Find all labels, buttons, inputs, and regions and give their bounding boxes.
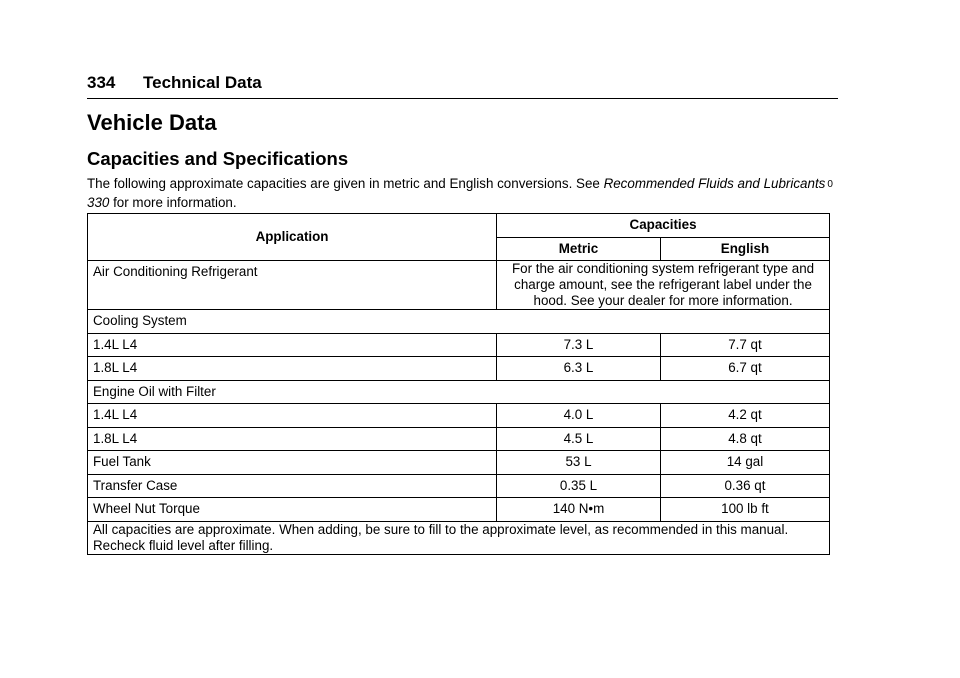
english-value: 7.7 qt xyxy=(660,333,829,357)
row-label: Transfer Case xyxy=(88,474,497,498)
application-header: Application xyxy=(88,214,497,261)
table-footnote-row xyxy=(88,521,830,554)
row-label: 1.4L L4 xyxy=(88,404,497,428)
page-header xyxy=(87,71,838,99)
metric-value: 4.0 L xyxy=(497,404,661,428)
table-row xyxy=(88,498,830,522)
table-footnote: All capacities are approximate. When adding, be sure to fill to the approximate level, as recommended in this manual. Recheck fluid level after filling. xyxy=(88,521,830,554)
ac-refrigerant-label: Air Conditioning Refrigerant xyxy=(88,261,497,310)
intro-paragraph xyxy=(87,175,837,211)
fluids-reference-link[interactable]: Recommended Fluids and Lubricants xyxy=(603,176,826,191)
row-label: Wheel Nut Torque xyxy=(88,498,497,522)
row-label: 1.8L L4 xyxy=(88,427,497,451)
table-row xyxy=(88,474,830,498)
row-label: 1.8L L4 xyxy=(88,357,497,381)
capacities-table xyxy=(87,213,830,555)
english-value: 4.2 qt xyxy=(660,404,829,428)
row-label: 1.4L L4 xyxy=(88,333,497,357)
table-row xyxy=(88,357,830,381)
metric-value: 4.5 L xyxy=(497,427,661,451)
metric-value: 6.3 L xyxy=(497,357,661,381)
intro-text-after: for more information. xyxy=(109,195,237,210)
page-number: 334 xyxy=(87,73,116,92)
english-value: 6.7 qt xyxy=(660,357,829,381)
engine-oil-label: Engine Oil with Filter xyxy=(88,380,830,404)
page-title: Vehicle Data xyxy=(87,110,217,135)
capacities-header: Capacities xyxy=(497,214,830,238)
english-header: English xyxy=(660,237,829,261)
english-value: 0.36 qt xyxy=(660,474,829,498)
section-heading: Capacities and Specifications xyxy=(87,148,349,169)
metric-header: Metric xyxy=(497,237,661,261)
metric-value: 7.3 L xyxy=(497,333,661,357)
english-value: 100 lb ft xyxy=(660,498,829,522)
reference-page-number[interactable]: 330 xyxy=(87,195,110,210)
english-value: 14 gal xyxy=(660,451,829,475)
metric-value: 53 L xyxy=(497,451,661,475)
intro-text-before: The following approximate capacities are given in metric and English conversions. See xyxy=(87,176,604,191)
section-title: Technical Data xyxy=(143,73,262,92)
table-row xyxy=(88,380,830,404)
row-label: Fuel Tank xyxy=(88,451,497,475)
ac-refrigerant-note: For the air conditioning system refrigerant type and charge amount, see the refrigerant label under the hood. See your dealer for more information. xyxy=(497,261,830,310)
table-row xyxy=(88,333,830,357)
table-row xyxy=(88,404,830,428)
cooling-system-label: Cooling System xyxy=(88,310,830,334)
table-header-row xyxy=(88,214,830,238)
table-row xyxy=(88,427,830,451)
english-value: 4.8 qt xyxy=(660,427,829,451)
metric-value: 0.35 L xyxy=(497,474,661,498)
table-row xyxy=(88,451,830,475)
metric-value: 140 N•m xyxy=(497,498,661,522)
table-row xyxy=(88,310,830,334)
page-reference-icon: 0 xyxy=(827,179,833,190)
table-row xyxy=(88,261,830,310)
